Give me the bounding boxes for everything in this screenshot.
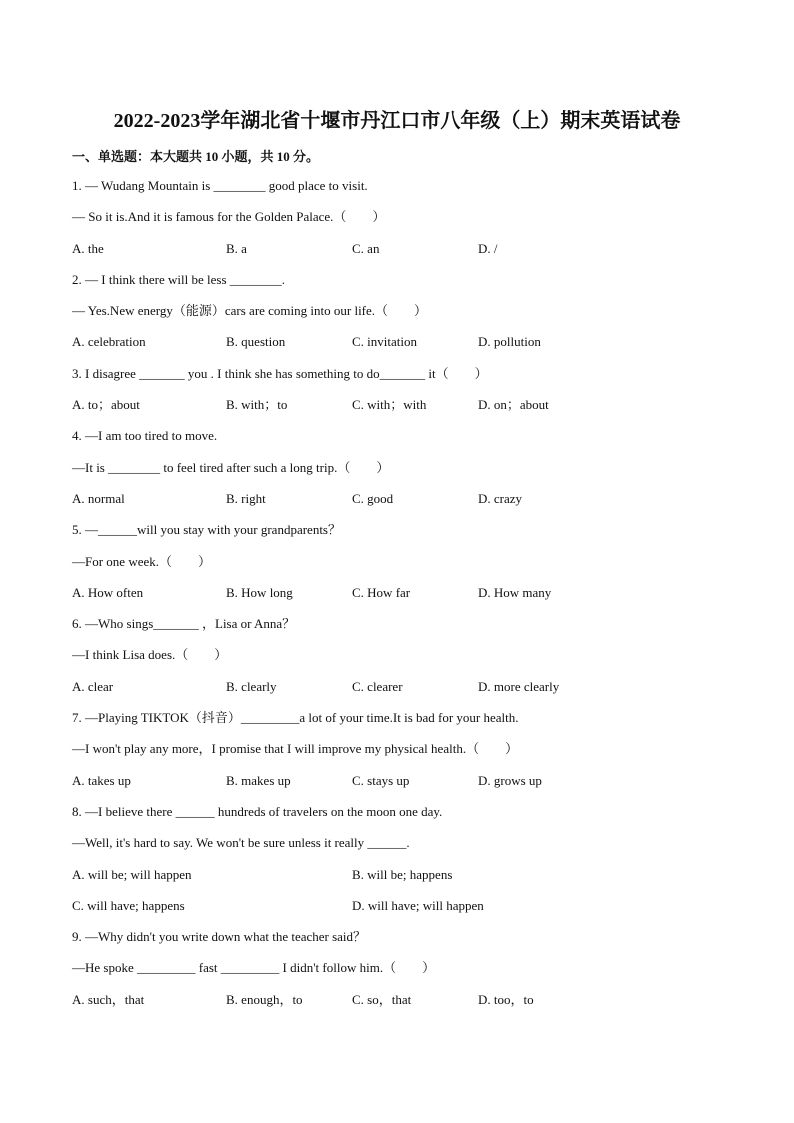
question-6 bbox=[72, 608, 732, 702]
option-a[interactable]: A. How often bbox=[72, 584, 144, 600]
answer-options bbox=[72, 671, 732, 702]
option-b[interactable]: B. makes up bbox=[226, 772, 291, 788]
option-a[interactable]: A. such，that bbox=[72, 991, 145, 1007]
question-stem: 6. —Who sings_______ ，Lisa or Anna？ bbox=[72, 616, 296, 632]
option-c[interactable]: C. an bbox=[352, 240, 380, 256]
question-7 bbox=[72, 702, 732, 796]
question-5 bbox=[72, 514, 732, 608]
option-b[interactable]: B. will be; happens bbox=[352, 866, 453, 882]
question-stem: —I think Lisa does.（ ） bbox=[72, 647, 228, 663]
question-2 bbox=[72, 264, 732, 358]
option-d[interactable]: D. more clearly bbox=[478, 678, 560, 694]
section-header: 一、单选题：本大题共 10 小题，共 10 分。 bbox=[72, 149, 320, 164]
question-stem: —He spoke _________ fast _________ I didn't follow him.（ ） bbox=[72, 960, 436, 976]
answer-options bbox=[72, 765, 732, 796]
question-stem: 9. —Why didn't you write down what the teacher said？ bbox=[72, 929, 367, 945]
question-stem: 7. —Playing TIKTOK（抖音）_________a lot of your time.It is bad for your health. bbox=[72, 710, 519, 726]
answer-options bbox=[72, 326, 732, 357]
option-b[interactable]: B. with；to bbox=[226, 397, 288, 413]
option-c[interactable]: C. clearer bbox=[352, 678, 403, 694]
option-a[interactable]: A. clear bbox=[72, 678, 114, 694]
question-stem: 1. — Wudang Mountain is ________ good place to visit. bbox=[72, 178, 368, 193]
option-b[interactable]: B. clearly bbox=[226, 678, 277, 694]
question-3 bbox=[72, 358, 732, 421]
question-stem: 4. —I am too tired to move. bbox=[72, 428, 218, 444]
answer-options bbox=[72, 233, 732, 264]
option-d[interactable]: D. How many bbox=[478, 584, 552, 600]
answer-options bbox=[72, 984, 732, 1015]
option-a[interactable]: A. takes up bbox=[72, 772, 131, 788]
question-stem: —I won't play any more，I promise that I will improve my physical health.（ ） bbox=[72, 741, 519, 757]
option-d[interactable]: D. / bbox=[478, 240, 498, 256]
page-title: 2022-2023学年湖北省十堰市丹江口市八年级（上）期末英语试卷 bbox=[113, 110, 681, 132]
option-c[interactable]: C. good bbox=[352, 490, 394, 506]
question-stem: — So it is.And it is famous for the Golden Palace.（ ） bbox=[72, 209, 386, 225]
option-a[interactable]: A. the bbox=[72, 240, 104, 256]
question-list bbox=[72, 170, 732, 1015]
question-stem: — Yes.New energy（能源）cars are coming into our life.（ ） bbox=[72, 303, 428, 319]
answer-options bbox=[72, 890, 732, 921]
option-c[interactable]: C. stays up bbox=[352, 772, 410, 788]
question-stem: 8. —I believe there ______ hundreds of travelers on the moon one day. bbox=[72, 803, 443, 819]
question-1 bbox=[72, 170, 732, 264]
answer-options bbox=[72, 483, 732, 514]
question-stem: —For one week.（ ） bbox=[72, 553, 212, 569]
question-8 bbox=[72, 796, 732, 921]
option-d[interactable]: D. crazy bbox=[478, 490, 523, 506]
option-b[interactable]: B. question bbox=[226, 334, 286, 350]
option-d[interactable]: D. too，to bbox=[478, 991, 534, 1007]
option-c[interactable]: C. with；with bbox=[352, 397, 427, 413]
option-c[interactable]: C. How far bbox=[352, 584, 411, 600]
option-c[interactable]: C. invitation bbox=[352, 334, 417, 350]
option-c[interactable]: C. so，that bbox=[352, 991, 412, 1007]
answer-options bbox=[72, 859, 732, 890]
answer-options bbox=[72, 577, 732, 608]
option-a[interactable]: A. celebration bbox=[72, 334, 146, 350]
option-b[interactable]: B. a bbox=[226, 240, 247, 256]
question-4 bbox=[72, 420, 732, 514]
option-d[interactable]: D. on；about bbox=[478, 397, 549, 413]
option-b[interactable]: B. enough，to bbox=[226, 991, 303, 1007]
question-stem: 5. —______will you stay with your grandparents？ bbox=[72, 522, 341, 538]
option-a[interactable]: A. will be; will happen bbox=[72, 866, 192, 882]
question-stem: 2. — I think there will be less ________. bbox=[72, 271, 286, 287]
question-9 bbox=[72, 921, 732, 1015]
answer-options bbox=[72, 389, 732, 420]
option-a[interactable]: A. normal bbox=[72, 490, 125, 506]
option-d[interactable]: D. will have; will happen bbox=[352, 897, 484, 913]
option-d[interactable]: D. pollution bbox=[478, 334, 541, 350]
option-d[interactable]: D. grows up bbox=[478, 772, 542, 788]
option-b[interactable]: B. right bbox=[226, 490, 266, 506]
question-stem: —It is ________ to feel tired after such a long trip.（ ） bbox=[72, 459, 390, 475]
question-stem: —Well, it's hard to say. We won't be sure unless it really ______. bbox=[72, 835, 410, 851]
option-a[interactable]: A. to；about bbox=[72, 397, 140, 413]
option-b[interactable]: B. How long bbox=[226, 584, 293, 600]
question-stem: 3. I disagree _______ you . I think she has something to do_______ it（ ） bbox=[72, 365, 488, 381]
option-c[interactable]: C. will have; happens bbox=[72, 897, 185, 913]
